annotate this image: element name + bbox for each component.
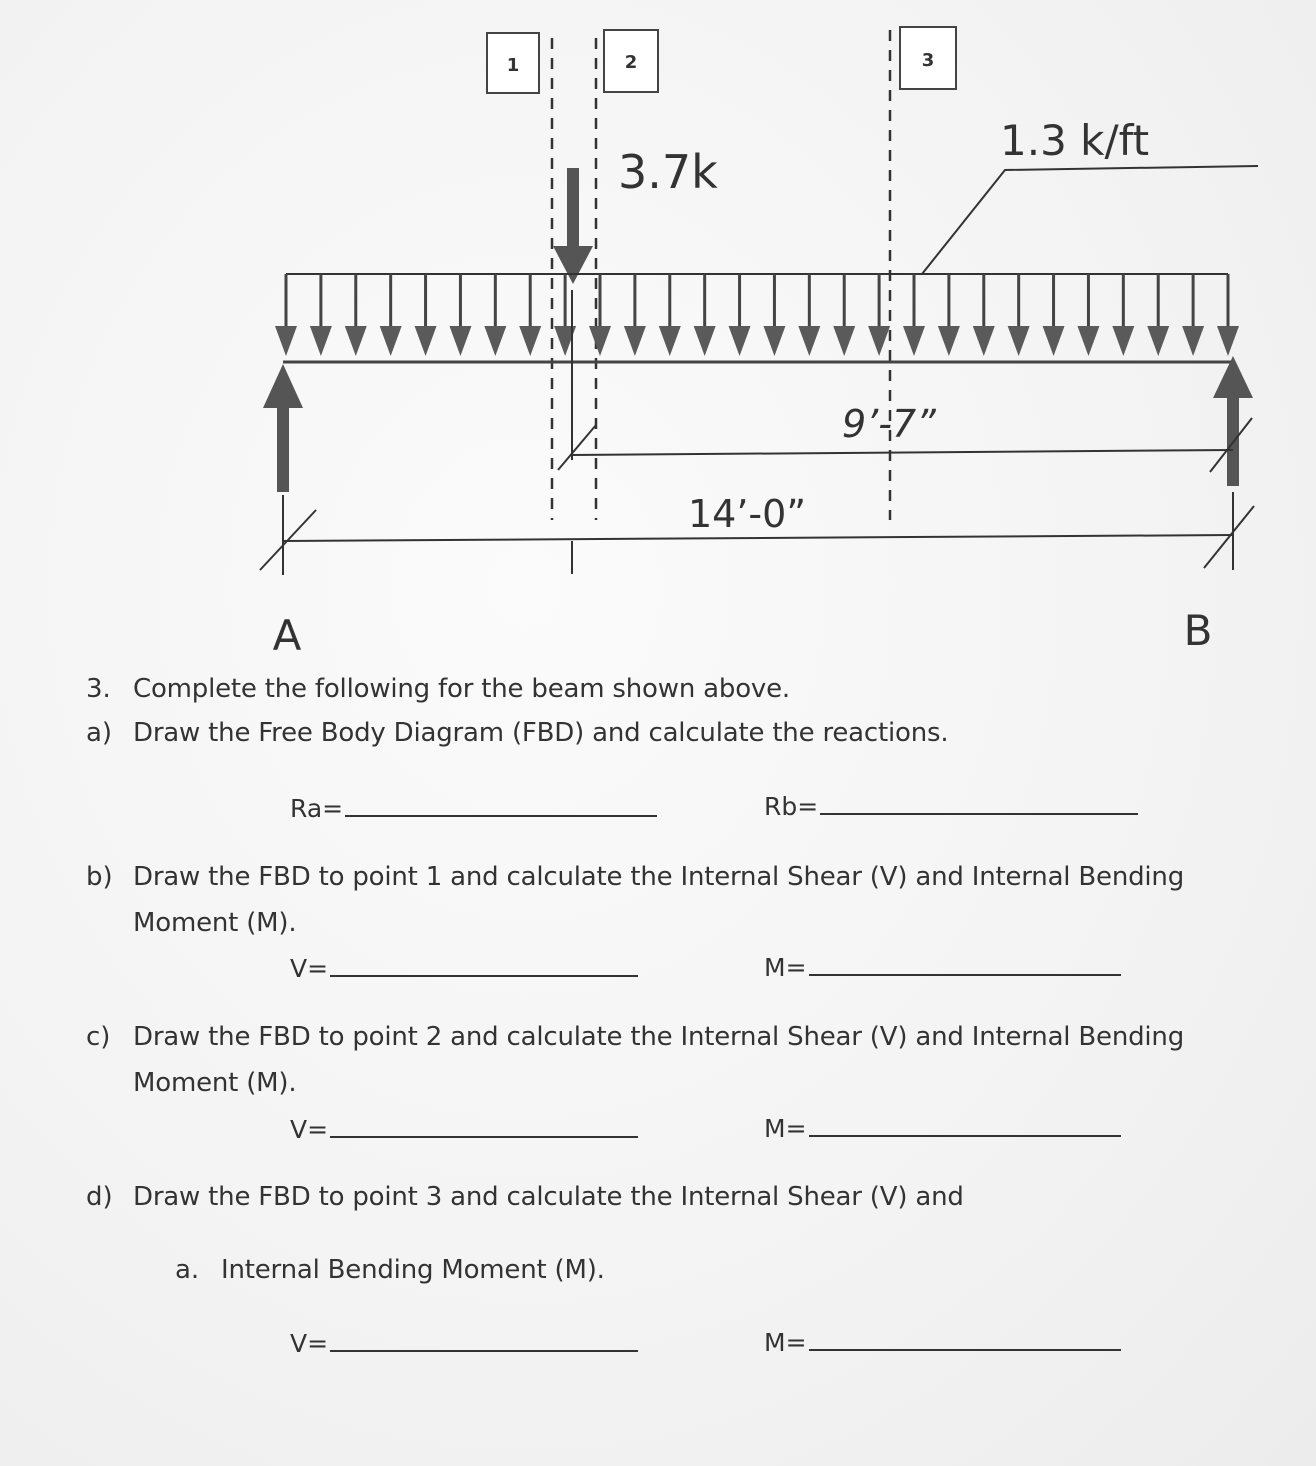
support-b-label: B (1183, 606, 1213, 655)
part-d-sub-marker: a. (175, 1255, 200, 1285)
section-label-1-text: 1 (506, 55, 520, 76)
point-load-arrow (553, 168, 593, 284)
distributed-load-arrow (484, 274, 506, 356)
section-label-2-text: 2 (624, 52, 638, 73)
part-a-text: Draw the Free Body Diagram (FBD) and calculate the reactions. (133, 718, 949, 748)
part-d-marker: d) (86, 1182, 113, 1212)
ra-answer-line[interactable] (345, 797, 657, 817)
distributed-load-arrow (1077, 274, 1099, 356)
part-b-v-blank[interactable] (290, 954, 638, 983)
rb-answer-line[interactable] (820, 795, 1138, 815)
section-label-1 (487, 33, 539, 93)
distributed-load-arrow (1112, 274, 1134, 356)
part-b-m-blank[interactable] (764, 953, 1121, 982)
distributed-load-arrow (345, 274, 367, 356)
part-b-m-label: M= (764, 953, 807, 982)
part-c-v-label: V= (290, 1115, 329, 1144)
part-c-marker: c) (86, 1022, 111, 1052)
distributed-load-arrow (1008, 274, 1030, 356)
support-b (1213, 356, 1253, 486)
part-d-m-blank[interactable] (764, 1328, 1121, 1357)
part-b-text-line1: Draw the FBD to point 1 and calculate the Internal Shear (V) and Internal Bending (133, 862, 1185, 892)
distributed-load-arrow (380, 274, 402, 356)
distributed-load-arrow (763, 274, 785, 356)
part-b-v-answer-line[interactable] (330, 957, 638, 977)
section-label-2 (604, 30, 658, 92)
part-b-v-label: V= (290, 954, 329, 983)
part-d-text-line1: Draw the FBD to point 3 and calculate the Internal Shear (V) and (133, 1182, 964, 1212)
part-d-v-label: V= (290, 1329, 329, 1358)
part-c-v-answer-line[interactable] (330, 1118, 638, 1138)
dimension-inner-label: 9’-7” (842, 402, 936, 446)
support-a-label: A (272, 611, 302, 660)
support-a (263, 364, 303, 492)
part-c-text-line1: Draw the FBD to point 2 and calculate the Internal Shear (V) and Internal Bending (133, 1022, 1185, 1052)
part-d-v-answer-line[interactable] (330, 1332, 638, 1352)
part-d-v-blank[interactable] (290, 1329, 638, 1358)
part-b-text-line2: Moment (M). (133, 908, 297, 938)
part-b-m-answer-line[interactable] (809, 956, 1121, 976)
distributed-load-arrow (624, 274, 646, 356)
distributed-load-arrow (310, 274, 332, 356)
question-intro: Complete the following for the beam shown above. (133, 674, 790, 704)
distributed-load-arrow (1182, 274, 1204, 356)
distributed-load-arrow (868, 274, 890, 356)
part-a-marker: a) (86, 718, 113, 748)
distributed-load-arrow (415, 274, 437, 356)
distributed-load-arrow (275, 274, 297, 356)
distributed-load-arrow (694, 274, 716, 356)
part-d-m-answer-line[interactable] (809, 1331, 1121, 1351)
distributed-load-arrow (973, 274, 995, 356)
distributed-load-arrow (1043, 274, 1065, 356)
distributed-load-arrow (938, 274, 960, 356)
rb-label: Rb= (764, 792, 819, 821)
distributed-load-arrow (519, 274, 541, 356)
point-load-label: 3.7k (618, 145, 718, 199)
beam-diagram (0, 0, 1316, 680)
distributed-load-arrow (798, 274, 820, 356)
part-d-m-label: M= (764, 1328, 807, 1357)
distributed-load-arrow (1217, 274, 1239, 356)
distributed-load-arrow (903, 274, 925, 356)
distributed-load-arrow (589, 274, 611, 356)
part-c-m-answer-line[interactable] (809, 1117, 1121, 1137)
distributed-load-arrow (449, 274, 471, 356)
part-c-v-blank[interactable] (290, 1115, 638, 1144)
part-c-m-blank[interactable] (764, 1114, 1121, 1143)
part-c-text-line2: Moment (M). (133, 1068, 297, 1098)
rb-blank[interactable] (764, 792, 1138, 821)
ra-label: Ra= (290, 794, 344, 823)
section-label-3 (900, 27, 956, 89)
part-b-marker: b) (86, 862, 113, 892)
section-label-3-text: 3 (921, 50, 935, 71)
ra-blank[interactable] (290, 794, 657, 823)
part-c-m-label: M= (764, 1114, 807, 1143)
distributed-load-arrows (275, 274, 1239, 356)
distributed-load-arrow (659, 274, 681, 356)
distributed-load-arrow (1147, 274, 1169, 356)
part-d-sub-text: Internal Bending Moment (M). (221, 1255, 605, 1285)
dimension-total-label: 14’-0” (688, 492, 807, 536)
question-number: 3. (86, 674, 111, 704)
distributed-load-label: 1.3 k/ft (1000, 116, 1150, 165)
distributed-load-arrow (833, 274, 855, 356)
distributed-load-leader (922, 166, 1258, 274)
distributed-load-arrow (729, 274, 751, 356)
